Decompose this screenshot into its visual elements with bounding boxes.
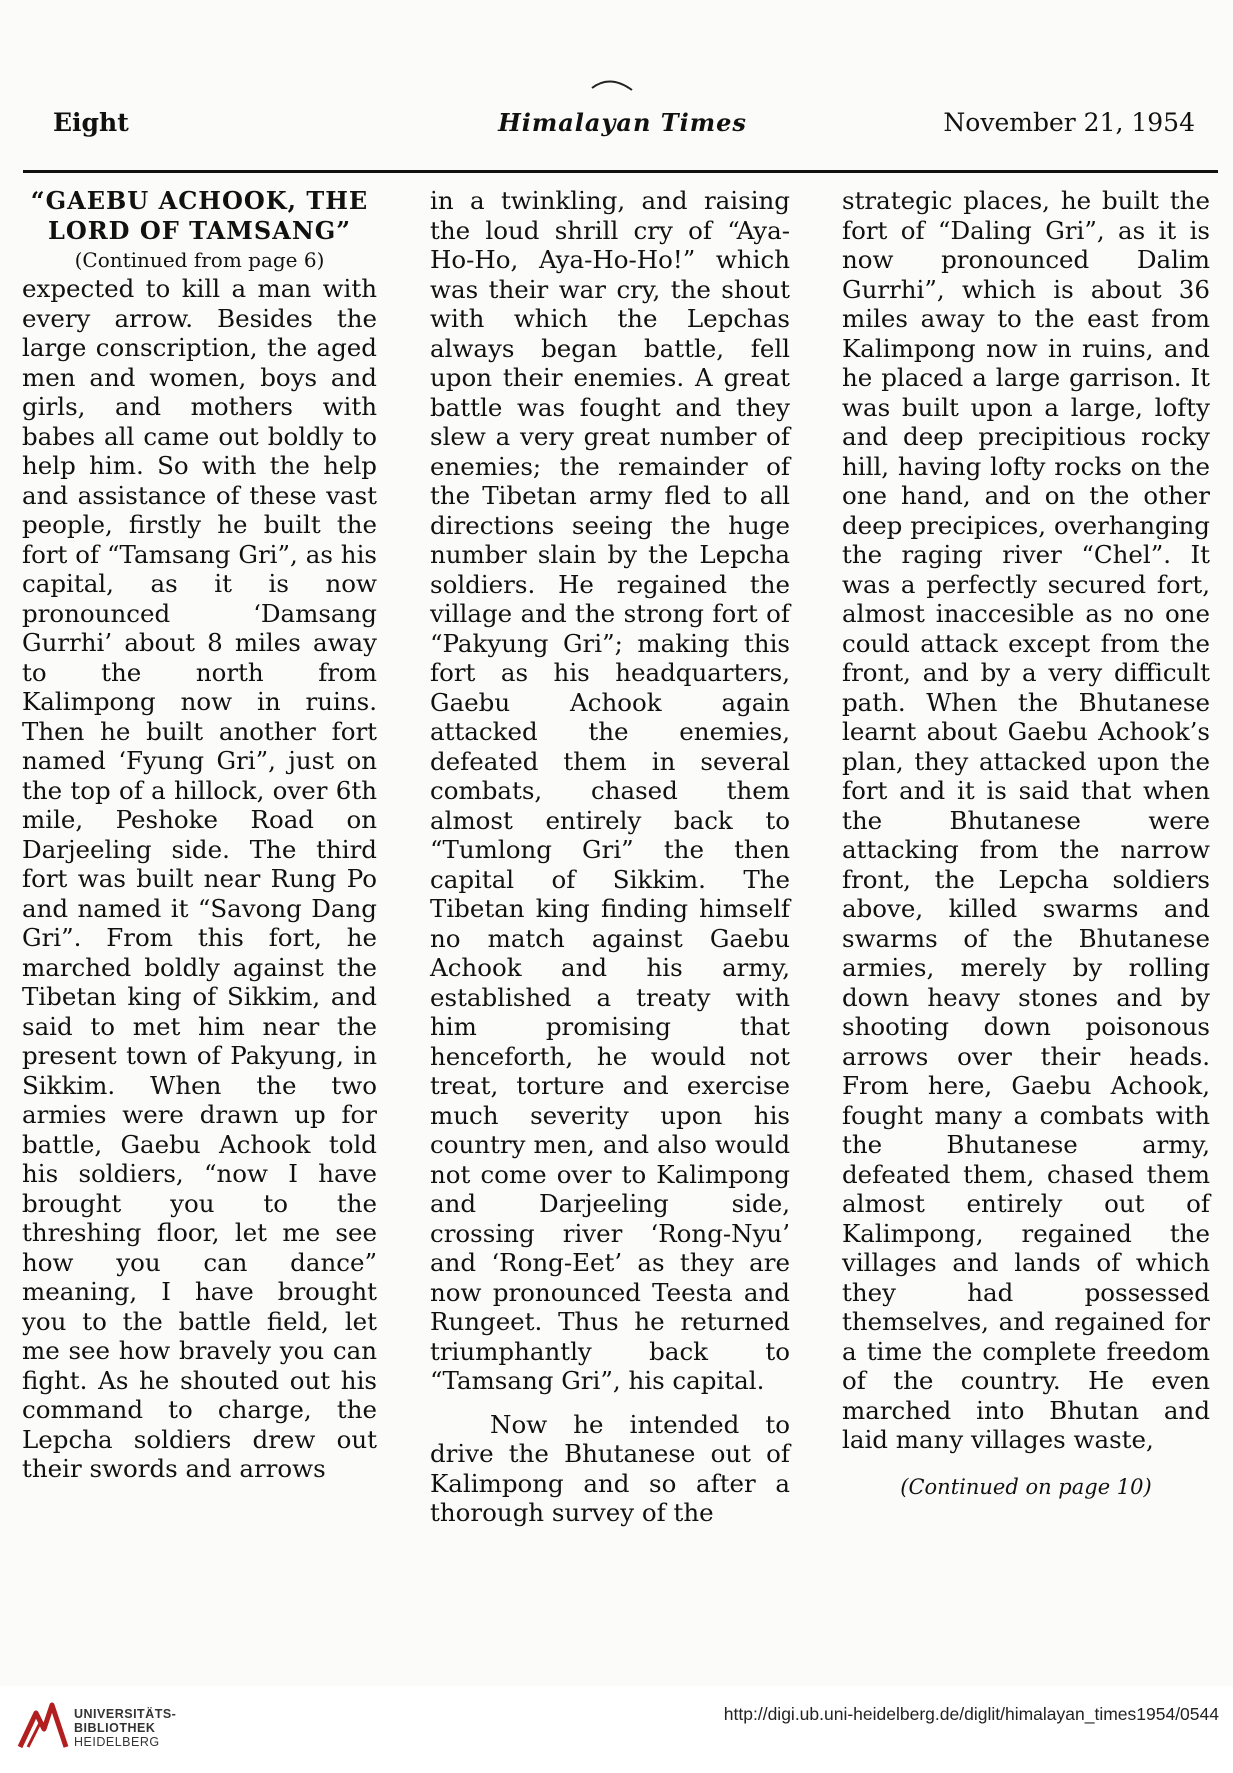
newspaper-masthead: Himalayan Times	[498, 108, 747, 137]
page-header	[50, 100, 1195, 150]
column-3	[842, 186, 1210, 1502]
library-name-line-1: UNIVERSITÄTS-	[74, 1707, 177, 1721]
continued-on-note: (Continued on page 10)	[900, 1474, 1152, 1499]
article-title-line-2: LORD OF TAMSANG”	[47, 216, 352, 245]
continued-from-note: (Continued from page 6)	[74, 248, 325, 272]
library-logo-icon[interactable]	[14, 1695, 72, 1755]
column-2-text: in a twinkling, and raising the loud shrill cry of “Aya-Ho-Ho, Aya-Ho-Ho!” which was their war cry, the shout with which the Lepchas always began battle, fell upon their enemies. A great battle was fought and they slew a very great number of enemies; the remainder of the Tibetan army fled to all directions seeing the huge number slain by the Lepcha soldiers. He regained the village and the strong fort of “Pakyung Gri”; making this fort as his headquarters, Gaebu Achook again attacked the enemies, defeated them in several combats, chased them almost entirely back to “Tumlong Gri” the then capital of Sikkim. The Tibetan king finding himself no match against Gaebu Achook and his army, established a treaty with him promising that henceforth, he would not treat, torture and exercise much severity upon his country men, and also would not come over to Kalimpong and Darjeeling side, crossing river ‘Rong-Nyu’ and ‘Rong-Eet’ as they are now pronounced Teesta and Rungeet. Thus he returned triumphantly back to “Tamsang Gri”, his capital.	[430, 186, 790, 1395]
library-name[interactable]	[74, 1707, 176, 1749]
library-name-line-2: BIBLIOTHEK	[74, 1721, 156, 1735]
library-name-line-3: HEIDELBERG	[74, 1735, 160, 1749]
header-rule	[23, 170, 1218, 173]
column-1	[22, 186, 377, 1484]
viewer-footer	[0, 1686, 1233, 1773]
page-number: Eight	[53, 108, 129, 137]
page-corner-mark	[590, 72, 634, 92]
column-2-paragraph-2: Now he intended to drive the Bhutanese out of Kalimpong and so after a thorough survey of the	[430, 1409, 790, 1527]
column-2	[430, 186, 790, 1528]
column-1-text: expected to kill a man with every arrow. Besides the large conscription, the aged men and women, boys and girls, and mothers with babes all came out boldly to help him. So with the help and assistance of these vast people, firstly he built the fort of “Tamsang Gri”, as his capital, as it is now pronounced ‘Damsang Gurrhi’ about 8 miles away to the north from Kalimpong now in ruins. Then he built another fort named ‘Fyung Gri”, just on the top of a hillock, over 6th mile, Peshoke Road on Darjeeling side. The third fort was built near Rung Po and named it “Savong Dang Gri”. From this fort, he marched boldly against the Tibetan king of Sikkim, and said to met him near the present town of Pakyung, in Sikkim. When the two armies were drawn up for battle, Gaebu Achook told his soldiers, “now I have brought you to the threshing floor, let me see how you can dance” meaning, I have brought you to the battle field, let me see how bravely you can fight. As he shouted out his command to charge, the Lepcha soldiers drew out their swords and arrows	[22, 274, 377, 1483]
column-3-text: strategic places, he built the fort of “Daling Gri”, as it is now pronounced Dalim Gurrhi”, which is about 36 miles away to the east from Kalimpong now in ruins, and he placed a large garrison. It was built upon a large, lofty and deep precipitious rocky hill, having lofty rocks on the one hand, and on the other deep precipices, overhanging the raging river “Chel”. It was a perfectly secured fort, almost inaccesible as no one could attack except from the front, and by a very difficult path. When the Bhutanese learnt about Gaebu Achook’s plan, they attacked upon the fort and it is said that when the Bhutanese were attacking from the narrow front, the Lepcha soldiers above, killed swarms and swarms of the Bhutanese armies, merely by rolling down heavy stones and by shooting down poisonous arrows over their heads. From here, Gaebu Achook, fought many a combats with the Bhutanese army, defeated them, chased them almost entirely out of Kalimpong, regained the villages and lands of which they had possessed themselves, and regained for a time the complete freedom of the country. He even marched into Bhutan and laid many villages waste,	[842, 186, 1210, 1454]
issue-date: November 21, 1954	[943, 108, 1195, 137]
article-title-line-1: “GAEBU ACHOOK, THE	[30, 186, 369, 215]
permalink-url[interactable]: http://digi.ub.uni-heidelberg.de/diglit/himalayan_times1954/0544	[723, 1704, 1219, 1724]
